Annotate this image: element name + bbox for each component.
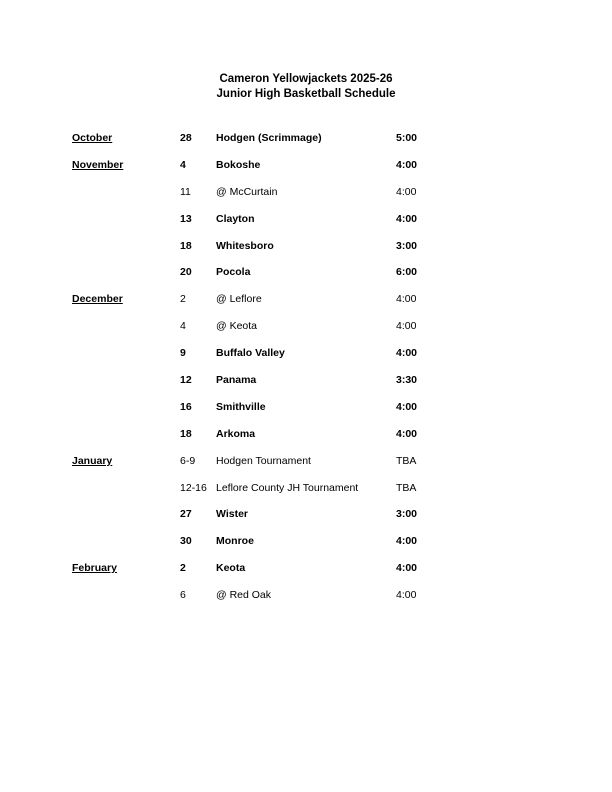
game-opponent: Pocola (216, 266, 251, 279)
game-date: 11 (180, 185, 191, 198)
schedule-row (0, 560, 612, 587)
game-time: 3:00 (396, 239, 418, 252)
game-date: 16 (180, 400, 192, 413)
game-opponent: Leflore County JH Tournament (216, 481, 359, 494)
game-date: 2 (180, 293, 186, 306)
game-date: 28 (180, 132, 192, 144)
game-time: 3:00 (396, 508, 418, 521)
month-label: November (72, 158, 124, 171)
schedule-row (0, 399, 612, 426)
game-date: 6 (180, 589, 186, 602)
schedule-row (0, 238, 612, 265)
game-time: 4:00 (396, 347, 418, 360)
schedule-row (0, 480, 612, 507)
game-date: 18 (180, 427, 192, 440)
schedule-row (0, 345, 612, 372)
game-opponent: @ McCurtain (216, 185, 278, 198)
schedule-row (0, 291, 612, 318)
schedule-row (0, 318, 612, 345)
game-date: 9 (180, 347, 186, 360)
game-opponent: Clayton (216, 212, 255, 225)
game-opponent: @ Leflore (216, 293, 262, 306)
month-label: February (72, 562, 117, 575)
game-time: 4:00 (396, 589, 417, 602)
game-opponent: Whitesboro (216, 239, 274, 252)
game-time: 4:00 (396, 293, 417, 306)
game-date: 12 (180, 374, 192, 387)
schedule-row (0, 587, 612, 614)
game-opponent: Keota (216, 562, 246, 575)
game-opponent: Arkoma (216, 427, 256, 440)
title-line-subtitle: Junior High Basketball Schedule (216, 88, 396, 100)
game-time: 4:00 (396, 212, 418, 225)
game-opponent: Buffalo Valley (216, 347, 285, 360)
game-time: 4:00 (396, 427, 418, 440)
game-time: 4:00 (396, 320, 417, 333)
schedule-row (0, 506, 612, 533)
schedule-row (0, 184, 612, 211)
game-opponent: Smithville (216, 400, 266, 413)
game-opponent: Bokoshe (216, 158, 261, 171)
game-date: 2 (180, 562, 186, 575)
game-opponent: Wister (216, 508, 248, 521)
month-label: December (72, 293, 123, 306)
game-date: 27 (180, 508, 192, 521)
month-label: January (72, 454, 113, 467)
game-date: 4 (180, 320, 186, 333)
game-time: 4:00 (396, 535, 418, 548)
game-date: 4 (180, 158, 186, 171)
game-time: 3:30 (396, 374, 418, 387)
game-time: 5:00 (396, 132, 418, 144)
game-date: 12-16 (180, 481, 207, 494)
schedule-row (0, 453, 612, 480)
schedule-row (0, 372, 612, 399)
schedule-row (0, 264, 612, 291)
game-opponent: @ Red Oak (216, 589, 272, 602)
game-time: 6:00 (396, 266, 418, 279)
schedule-table (0, 130, 612, 614)
game-date: 30 (180, 535, 192, 548)
schedule-row (0, 211, 612, 238)
schedule-row (0, 130, 612, 157)
schedule-row (0, 533, 612, 560)
game-opponent: Monroe (216, 535, 254, 548)
game-time: 4:00 (396, 185, 417, 198)
schedule-row (0, 426, 612, 453)
schedule-title (0, 72, 612, 102)
game-date: 6-9 (180, 454, 196, 467)
game-time: 4:00 (396, 158, 418, 171)
title-line-team: Cameron Yellowjackets 2025-26 (219, 73, 393, 85)
game-time: 4:00 (396, 562, 418, 575)
game-date: 18 (180, 239, 192, 252)
game-opponent: Hodgen Tournament (216, 454, 311, 467)
game-opponent: Hodgen (Scrimmage) (216, 132, 322, 144)
schedule-row (0, 157, 612, 184)
game-time: 4:00 (396, 400, 418, 413)
month-label: October (72, 132, 113, 144)
game-date: 13 (180, 212, 192, 225)
game-time: TBA (396, 454, 417, 467)
game-opponent: Panama (216, 374, 257, 387)
game-date: 20 (180, 266, 192, 279)
game-time: TBA (396, 481, 417, 494)
game-opponent: @ Keota (216, 320, 258, 333)
